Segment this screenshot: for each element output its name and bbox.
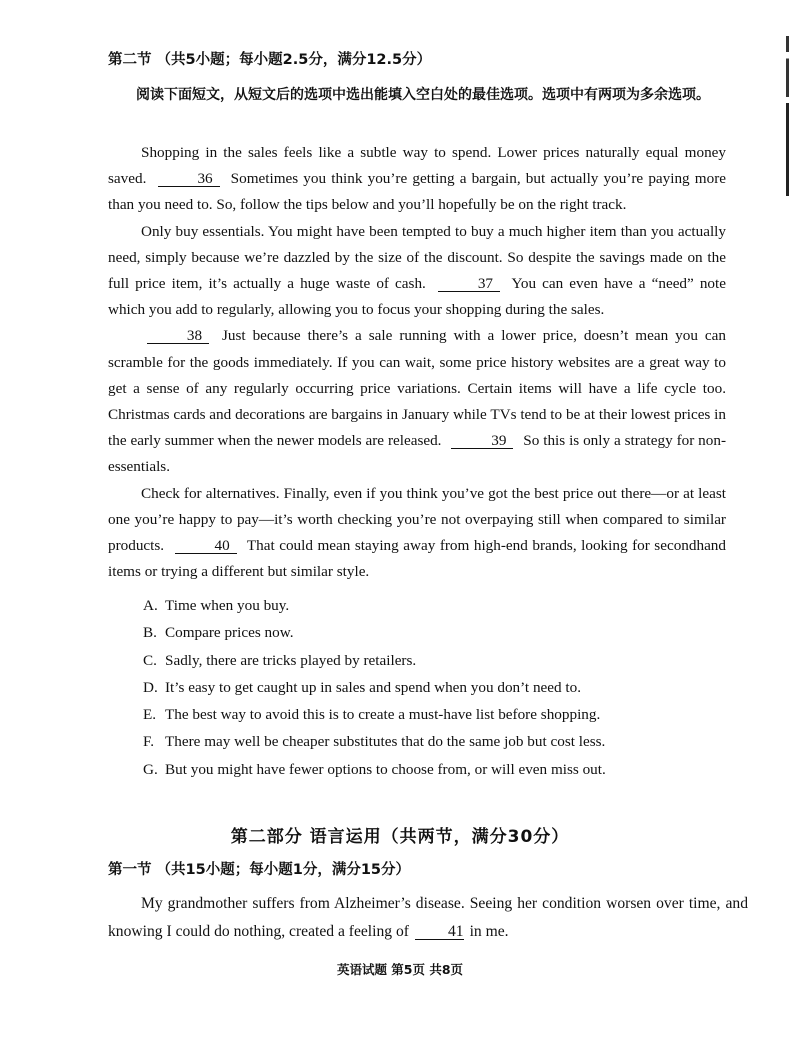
option-item	[143, 619, 743, 646]
option-list	[143, 592, 743, 783]
passage-text: That could mean staying away from high-end brands, looking for secondhand items or trying a different but similar style.	[108, 537, 726, 581]
passage-text: You can even have a “need” note which you add to regularly, allowing you to focus your shopping during the sales.	[108, 275, 726, 319]
option-item	[143, 756, 743, 783]
cloze-text-after: in me.	[469, 923, 509, 940]
option-letter: G.	[143, 760, 158, 778]
passage-paragraph	[108, 481, 726, 586]
blank-36[interactable]: 36	[158, 171, 220, 187]
passage-text: Sometimes you think you’re getting a bargain, but actually you’re paying more than you need to. So, follow the tips below and you’ll hopefully be on the right track.	[108, 170, 726, 214]
option-text: It’s easy to get caught up in sales and spend when you don’t need to.	[165, 678, 582, 696]
instructions: 阅读下面短文，从短文后的选项中选出能填入空白处的最佳选项。选项中有两项为多余选项。	[136, 87, 710, 103]
section-2-header: 第二节 （共5小题；每小题2.5分，满分12.5分）	[108, 52, 432, 68]
option-text: The best way to avoid this is to create a must-have list before shopping.	[165, 706, 601, 724]
blank-41[interactable]: 41	[415, 924, 464, 940]
option-letter: B.	[143, 624, 157, 642]
blank-39[interactable]: 39	[451, 433, 513, 449]
option-item	[143, 647, 743, 674]
page-footer: 英语试题 第5页 共8页	[336, 962, 464, 977]
blank-38[interactable]: 38	[147, 328, 209, 344]
option-item	[143, 728, 743, 755]
passage-text: Only buy essentials. You might have been tempted to buy a much higher item than you actually need, simply because we’re dazzled by the size of the discount. So despite the savings made on the full price item, it’s actually a huge waste of cash.	[108, 222, 726, 293]
option-letter: E.	[143, 706, 157, 724]
cloze-paragraph	[108, 890, 748, 946]
passage-paragraph	[108, 323, 726, 480]
reading-passage	[108, 140, 726, 585]
blank-37[interactable]: 37	[438, 276, 500, 292]
option-letter: D.	[143, 678, 158, 696]
option-text: Compare prices now.	[165, 624, 294, 642]
part-2-title: 第二部分 语言运用（共两节，满分30分）	[230, 827, 570, 847]
option-text: Time when you buy.	[165, 597, 290, 614]
passage-text: So this is only a strategy for non-essentials.	[108, 432, 727, 476]
option-letter: A.	[143, 597, 158, 614]
option-item	[143, 592, 743, 619]
option-item	[143, 674, 743, 701]
option-text: There may well be cheaper substitutes that do the same job but cost less.	[165, 733, 606, 751]
blank-40[interactable]: 40	[175, 538, 237, 554]
passage-text: Shopping in the sales feels like a subtle way to spend. Lower prices naturally equal money saved.	[108, 144, 726, 188]
option-text: But you might have fewer options to choose from, or will even miss out.	[165, 760, 606, 778]
passage-text: Check for alternatives. Finally, even if you think you’ve got the best price out there—or at least one you’re happy to pay—it’s worth checking you’re not overpaying still when compared to similar products.	[108, 484, 726, 555]
option-text: Sadly, there are tricks played by retailers.	[165, 651, 417, 669]
section-1-header: 第一节 （共15小题；每小题1分，满分15分）	[108, 862, 410, 878]
cloze-passage	[108, 890, 748, 946]
cloze-text-before: My grandmother suffers from Alzheimer’s disease. Seeing her condition worsen over time, and knowing I could do nothing, created a feeling of	[108, 895, 748, 940]
option-item	[143, 701, 743, 728]
option-letter: F.	[143, 733, 155, 751]
passage-paragraph	[108, 140, 726, 219]
option-letter: C.	[143, 651, 157, 669]
binding-edge-mark	[786, 36, 789, 196]
passage-text: Just because there’s a sale running with a lower price, doesn’t mean you can scramble for the goods immediately. If you can wait, some price history websites are a great way to get a sense of any regularly occurring price variations. Certain items will have a life cycle too. Christmas cards and decorations are bargains in January while TVs tend to be at their lowest prices in the early summer when the newer models are released.	[108, 327, 726, 450]
passage-paragraph	[108, 219, 726, 324]
